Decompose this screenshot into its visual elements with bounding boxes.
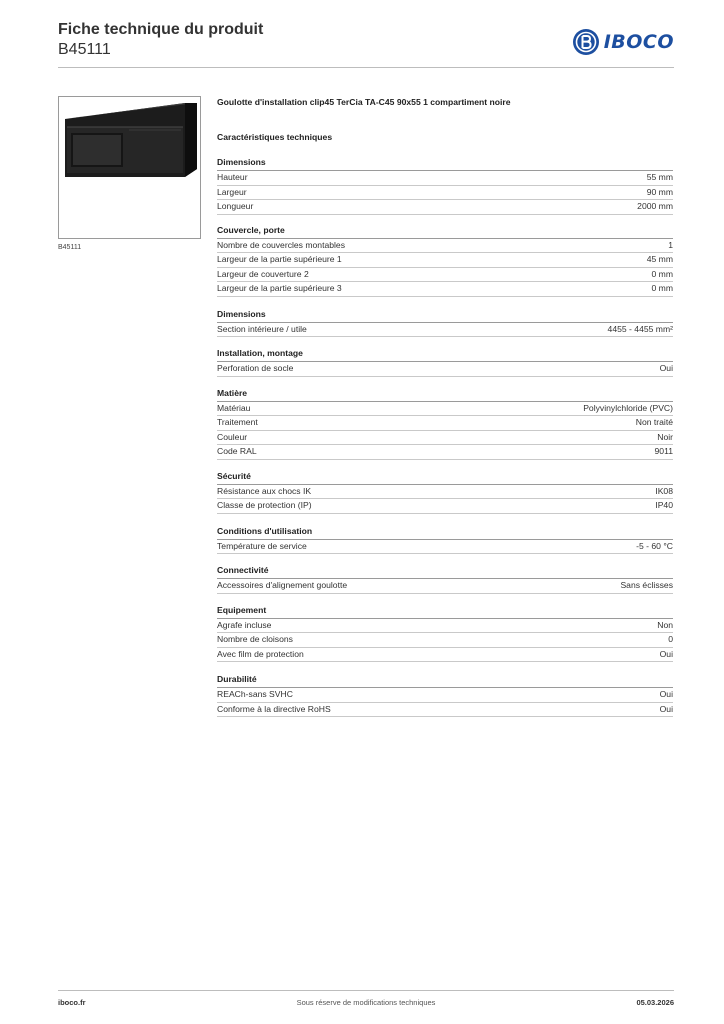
spec-group-title: Conditions d'utilisation (217, 525, 673, 540)
spec-label: Matériau (217, 402, 251, 413)
footer-date: 05.03.2026 (636, 998, 674, 1007)
page-title: Fiche technique du produit (58, 21, 264, 38)
spec-row (217, 402, 673, 417)
spec-content (217, 96, 673, 717)
spec-row (217, 633, 673, 648)
spec-label: Perforation de socle (217, 363, 294, 373)
spec-label: Traitement (217, 417, 258, 427)
header-divider (58, 67, 674, 68)
spec-group-title: Sécurité (217, 470, 673, 485)
spec-value: 4455 - 4455 mm² (607, 323, 673, 334)
spec-row (217, 499, 673, 514)
spec-row (217, 171, 673, 186)
spec-label: Longueur (217, 201, 254, 211)
spec-value: Non (657, 619, 673, 630)
spec-label: REACh-sans SVHC (217, 689, 293, 699)
spec-value: 90 mm (646, 186, 673, 197)
spec-row (217, 445, 673, 460)
cable-trunking-image (59, 97, 200, 238)
spec-label: Largeur de la partie supérieure 3 (217, 283, 342, 293)
spec-group-title: Connectivité (217, 564, 673, 579)
spec-group-title: Dimensions (217, 156, 673, 171)
spec-row (217, 239, 673, 254)
spec-value: Noir (657, 431, 673, 442)
spec-value: Oui (659, 648, 673, 659)
spec-group (217, 673, 673, 717)
spec-label: Avec film de protection (217, 648, 304, 659)
spec-row (217, 362, 673, 377)
spec-label: Résistance aux chocs IK (217, 485, 312, 496)
product-title: Goulotte d'installation clip45 TerCia TA-C45 90x55 1 compartiment noire (217, 97, 511, 107)
spec-label: Température de service (217, 540, 307, 551)
spec-group (217, 156, 673, 215)
spec-value: Oui (659, 703, 673, 714)
spec-row (217, 703, 673, 718)
image-caption: B45111 (58, 244, 82, 251)
spec-group (217, 604, 673, 663)
spec-row (217, 268, 673, 283)
spec-label: Hauteur (217, 172, 248, 182)
spec-label: Couleur (217, 431, 248, 442)
spec-label: Conforme à la directive RoHS (217, 703, 331, 714)
spec-group (217, 470, 673, 514)
spec-group-title: Durabilité (217, 673, 673, 688)
spec-label: Largeur de couverture 2 (217, 268, 309, 279)
spec-label: Largeur de la partie supérieure 1 (217, 254, 342, 264)
logo-wordmark: IBOCO (603, 31, 674, 53)
spec-label: Largeur (217, 186, 247, 197)
spec-value: 2000 mm (637, 201, 673, 211)
spec-row (217, 431, 673, 446)
section-heading: Caractéristiques techniques (217, 132, 333, 142)
footer-disclaimer: Sous réserve de modifications techniques (296, 998, 436, 1007)
spec-groups (217, 156, 673, 717)
spec-value: 55 mm (646, 172, 673, 182)
spec-row (217, 579, 673, 594)
spec-value: IK08 (655, 485, 673, 496)
spec-group (217, 525, 673, 555)
iboco-logo-icon (572, 28, 600, 56)
spec-label: Nombre de cloisons (217, 634, 293, 644)
spec-value: IP40 (655, 500, 673, 510)
spec-group-title: Dimensions (217, 308, 673, 323)
spec-value: 0 mm (651, 283, 673, 293)
spec-row (217, 200, 673, 215)
spec-value: 9011 (654, 446, 673, 456)
spec-row (217, 619, 673, 634)
spec-label: Section intérieure / utile (217, 323, 307, 334)
spec-value: 0 mm (651, 268, 673, 279)
spec-label: Accessoires d'alignement goulotte (217, 580, 348, 590)
spec-value: Non traité (635, 417, 673, 427)
spec-row (217, 416, 673, 431)
spec-label: Classe de protection (IP) (217, 500, 312, 510)
spec-group (217, 308, 673, 338)
spec-value: 0 (668, 634, 673, 644)
spec-row (217, 648, 673, 663)
spec-group-title: Couvercle, porte (217, 224, 673, 239)
spec-label: Code RAL (217, 446, 257, 456)
spec-group (217, 387, 673, 460)
spec-group-title: Installation, montage (217, 347, 673, 362)
spec-group (217, 347, 673, 377)
spec-value: 45 mm (646, 254, 673, 264)
spec-row (217, 282, 673, 297)
product-code: B45111 (58, 41, 111, 58)
spec-value: Polyvinylchloride (PVC) (583, 402, 673, 413)
spec-row (217, 688, 673, 703)
spec-group-title: Matière (217, 387, 673, 402)
spec-value: Oui (659, 363, 673, 373)
spec-label: Agrafe incluse (217, 619, 272, 630)
spec-value: -5 - 60 °C (636, 540, 673, 551)
iboco-logo (572, 28, 674, 56)
product-image (58, 96, 201, 239)
spec-row (217, 540, 673, 555)
spec-value: Oui (659, 689, 673, 699)
spec-value: 1 (668, 239, 673, 250)
footer-divider (58, 990, 674, 991)
spec-group (217, 224, 673, 297)
spec-row (217, 186, 673, 201)
spec-row (217, 323, 673, 338)
spec-group (217, 564, 673, 594)
spec-group-title: Equipement (217, 604, 673, 619)
spec-value: Sans éclisses (620, 580, 673, 590)
spec-row (217, 253, 673, 268)
spec-label: Nombre de couvercles montables (217, 239, 346, 250)
spec-row (217, 485, 673, 500)
footer-website: iboco.fr (58, 998, 86, 1007)
